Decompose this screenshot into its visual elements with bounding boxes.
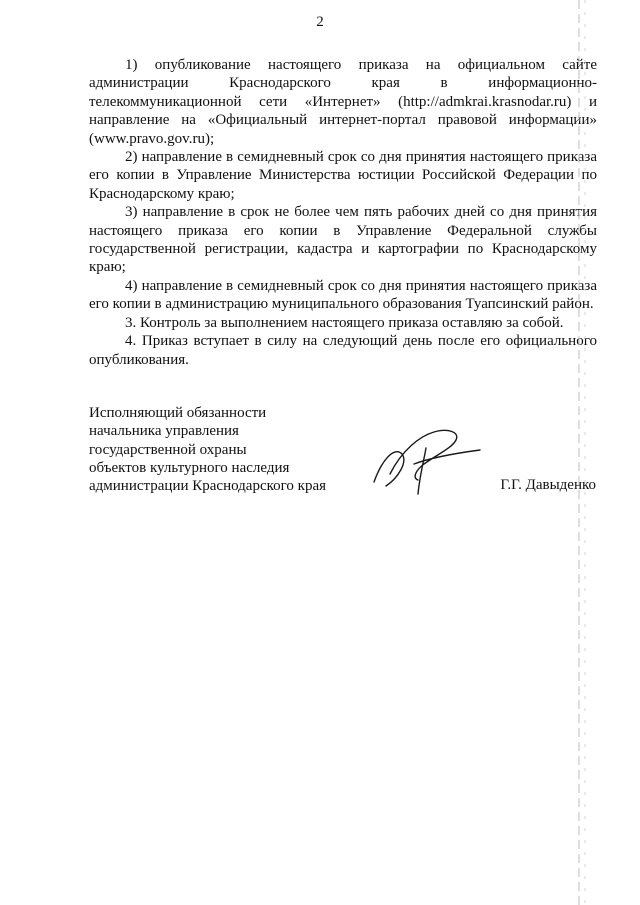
paragraph-publication: 1) опубликование настоящего приказа на официальном сайте администрации Краснодарского края в информационно-телекоммуникационной сети «Интернет» (http://admkrai.krasnodar.ru) и направление на «Официальный интернет-портал правовой информации» (www.pravo.gov.ru); — [89, 57, 597, 147]
page-number: 2 — [316, 14, 324, 30]
signatory-name: Г.Г. Давыденко — [500, 477, 596, 493]
signatory-position-line: начальника управления — [89, 423, 239, 440]
order-body — [89, 56, 597, 369]
signatory-position-line: администрации Краснодарского края — [89, 478, 327, 495]
paragraph-registration-service: 3) направление в срок не более чем пять рабочих дней со дня принятия настоящего приказа его копии в Управление Федеральной службы государственной регистрации, кадастра и картографии по Краснодарскому краю; — [89, 204, 597, 276]
signatory-position-line: государственной охраны — [89, 441, 247, 458]
signatory-position-line: объектов культурного наследия — [89, 459, 290, 476]
paragraph-tuapse-administration: 4) направление в семидневный срок со дня принятия настоящего приказа его копии в администрацию муниципального образования Туапсинский район. — [89, 277, 597, 313]
paragraph-control: 3. Контроль за выполнением настоящего приказа оставляю за собой. — [125, 314, 564, 331]
paragraph-ministry-justice: 2) направление в семидневный срок со дня принятия настоящего приказа его копии в Управление Министерства юстиции Российской Федерации по Краснодарскому краю; — [89, 149, 597, 202]
signatory-position — [89, 404, 326, 495]
scan-edge-line — [576, 0, 588, 905]
handwritten-signature-icon — [368, 420, 488, 500]
signatory-position-line: Исполняющий обязанности — [89, 405, 267, 421]
paragraph-entry-into-force: 4. Приказ вступает в силу на следующий день после его официального опубликования. — [89, 333, 597, 368]
